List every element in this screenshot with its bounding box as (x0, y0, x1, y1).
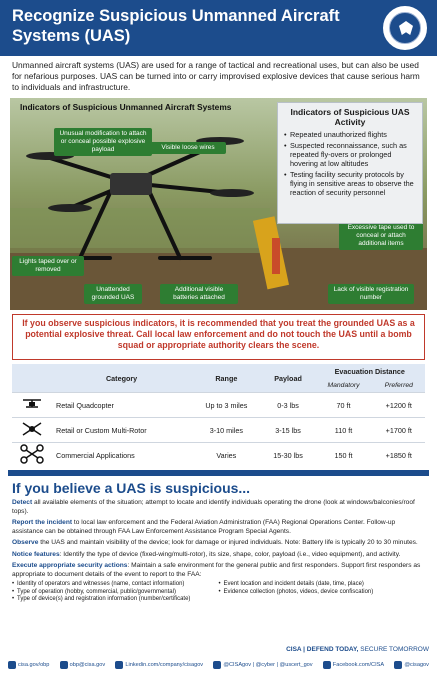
callout-batteries: Additional visible batteries attached (160, 284, 238, 304)
drone-photo (10, 98, 427, 310)
cell-mandatory: 150 ft (315, 443, 373, 468)
link-label: obp@cisa.gov (69, 662, 106, 668)
details-list-right (219, 581, 426, 604)
detect-paragraph (12, 499, 425, 516)
notice-text: : Identify the type of device (fixed-wing/multi-rotor), its size, shape, color, payload (i.e., video equipment), and activity. (59, 550, 401, 558)
twitter-icon (213, 661, 221, 669)
quadcopter-icon (12, 393, 52, 418)
report-paragraph (12, 519, 425, 536)
report-text: to local law enforcement and the Federal Aviation Administration (FAA) Regional Operations Center. Follow-up assistance can be obtained through FAA Law Enforcement Assistance Program Special Agents. (12, 519, 396, 535)
footer-link-twitter[interactable] (213, 661, 312, 669)
cell-category: Retail Quadcopter (52, 393, 191, 418)
table-row (12, 443, 425, 468)
link-label: cisa.gov/obp (18, 662, 50, 668)
footer-link-instagram[interactable] (394, 661, 429, 669)
callout-lights-taped: Lights taped over or removed (12, 256, 84, 276)
list-item: • Event location and incident details (date, time, place) (219, 581, 426, 589)
evacuation-table (12, 364, 425, 468)
th-preferred: Preferred (384, 382, 413, 389)
cell-range: 3-10 miles (191, 418, 261, 443)
cisa-seal-logo (383, 6, 427, 50)
footer-tagline (8, 646, 429, 653)
cell-mandatory: 70 ft (315, 393, 373, 418)
footer-link-facebook[interactable] (323, 661, 384, 669)
list-item: • Type of operation (hobby, commercial, public/governmental) (12, 589, 219, 597)
icon-col-header (12, 364, 52, 393)
activity-title: Indicators of Suspicious UAS Activity (290, 107, 410, 127)
cell-payload: 0-3 lbs (262, 393, 315, 418)
intro-paragraph: Unmanned aircraft systems (UAS) are used for a range of tactical and recreational uses, but can also be used for nefarious purposes. UAS can be turned into or carry improvised explosive devices that cause serious harm to individuals and infrastructure. (12, 60, 420, 92)
cell-payload: 3-15 lbs (262, 418, 315, 443)
instagram-icon (394, 661, 402, 669)
globe-icon (8, 661, 16, 669)
execute-text: : Maintain a safe environment for the general public and first responders. Support first responders as appropriate to document details of the event to report to the FAA: (12, 562, 421, 578)
observe-text: the UAS and maintain visibility of the device; look for damage or injured individuals. Note: Battery life is typically 20 to 30 minutes. (38, 539, 418, 546)
cell-category: Retail or Custom Multi-Rotor (52, 418, 191, 443)
detect-keyword: Detect (12, 499, 33, 506)
table-row (12, 418, 425, 443)
list-item: • Evidence collection (photos, videos, device confiscation) (219, 589, 426, 597)
activity-item: • Testing facility security protocols by flying in sensitive areas to observe the reaction of security personnel (284, 170, 416, 197)
linkedin-icon (115, 661, 123, 669)
cell-preferred: +1850 ft (372, 443, 425, 468)
link-label: Linkedin.com/company/cisagov (125, 662, 204, 668)
table-row (12, 393, 425, 418)
cell-range: Varies (191, 443, 261, 468)
callout-registration: Lack of visible registration number (328, 284, 414, 304)
th-range: Range (215, 373, 238, 383)
footer-links (8, 658, 429, 672)
execute-paragraph (12, 562, 425, 579)
cell-mandatory: 110 ft (315, 418, 373, 443)
footer-link-web[interactable] (8, 661, 49, 669)
th-category: Category (105, 373, 138, 383)
report-keyword: Report the incident (12, 519, 73, 526)
th-mandatory: Mandatory (327, 382, 360, 389)
cell-preferred: +1200 ft (372, 393, 425, 418)
details-list-left (12, 581, 219, 604)
notice-paragraph (12, 551, 425, 560)
activity-item: • Repeated unauthorized flights (284, 130, 416, 139)
link-label: @CISAgov | @cyber | @uscert_gov (223, 662, 313, 668)
list-item: • Identity of operators and witnesses (name, contact information) (12, 581, 219, 589)
photo-title: Indicators of Suspicious Unmanned Aircraft Systems (20, 102, 232, 112)
execute-keyword: Execute appropriate security actions (12, 562, 128, 569)
cell-payload: 15-30 lbs (262, 443, 315, 468)
facebook-icon (323, 661, 331, 669)
activity-panel (277, 102, 423, 224)
link-label: @cisagov (404, 662, 429, 668)
footer-link-linkedin[interactable] (115, 661, 203, 669)
believe-title: If you believe a UAS is suspicious... (12, 480, 251, 496)
th-payload: Payload (274, 373, 302, 383)
commercial-drone-icon (12, 443, 52, 468)
details-lists (12, 581, 425, 604)
cell-preferred: +1700 ft (372, 418, 425, 443)
callout-unattended: Unattended grounded UAS (84, 284, 142, 304)
observe-keyword: Observe (12, 539, 39, 546)
list-item: • Type of device(s) and registration information (number/certificate) (12, 596, 219, 604)
detect-text: all available elements of the situation; attempt to locate and identify individuals operating the drone (look at windows/balconies/roof tops). (12, 499, 415, 515)
activity-item: • Suspected reconnaissance, such as repeated fly-overs or prolonged hovering at low altitudes (284, 141, 416, 168)
callout-payload-mod: Unusual modification to attach or conceal possible explosive payload (54, 128, 152, 156)
th-evacuation: Evacuation Distance (334, 367, 405, 376)
tagline-rest: SECURE TOMORROW (358, 646, 429, 653)
alert-box: If you observe suspicious indicators, it is recommended that you treat the grounded UAS as a potential explosive threat. Call local law enforcement and do not touch the UAS until a bomb squad or appropriate authority clears the scene. (12, 314, 425, 360)
believe-section (8, 470, 429, 646)
multirotor-icon (12, 418, 52, 443)
notice-keyword: Notice features (12, 550, 60, 558)
page-title: Recognize Suspicious Unmanned Aircraft Systems (UAS) (12, 7, 340, 45)
observe-paragraph (12, 539, 425, 548)
tagline-bold: CISA | DEFEND TODAY, (286, 646, 359, 653)
callout-excessive-tape: Excessive tape used to conceal or attach additional items (339, 222, 423, 250)
email-icon (60, 661, 68, 669)
cell-range: Up to 3 miles (191, 393, 261, 418)
cell-category: Commercial Applications (52, 443, 191, 468)
link-label: Facebook.com/CISA (332, 662, 385, 668)
callout-loose-wires: Visible loose wires (150, 142, 226, 154)
footer-link-email[interactable] (60, 661, 106, 669)
header-banner (0, 0, 437, 56)
